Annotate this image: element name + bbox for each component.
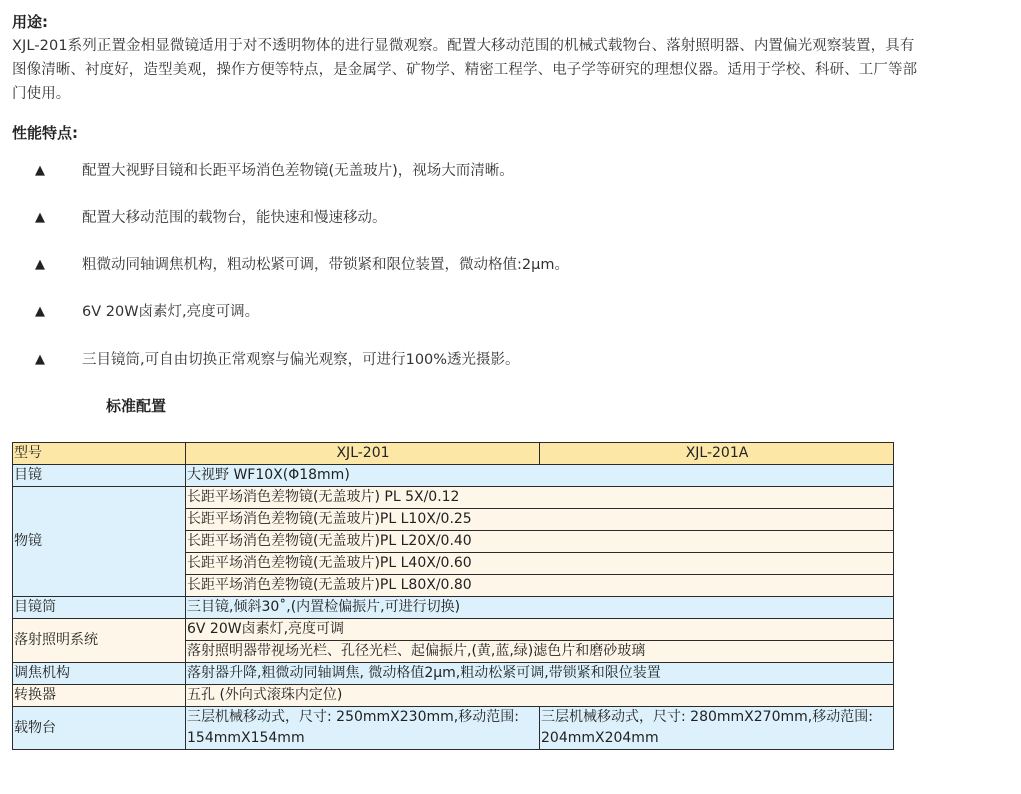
- usage-line-3: 门使用。: [12, 86, 71, 102]
- eyepiece-value: 大视野 WF10X(Φ18mm): [186, 465, 894, 487]
- row-label-stage: 载物台: [13, 707, 186, 750]
- feature-text: 配置大视野目镜和长距平场消色差物镜(无盖玻片)，视场大而清晰。: [82, 163, 514, 179]
- stage-value-a: 三层机械移动式，尺寸: 250mmX230mm,移动范围: 154mmX154mm: [186, 707, 540, 750]
- objective-value: 长距平场消色差物镜(无盖玻片) PL 5X/0.12: [186, 487, 894, 509]
- objective-value: 长距平场消色差物镜(无盖玻片)PL L10X/0.25: [186, 509, 894, 531]
- triangle-bullet-icon: ▲: [35, 352, 45, 367]
- header-model-b-cell: XJL-201A: [540, 443, 894, 465]
- table-row-objective: [13, 487, 894, 509]
- tube-value: 三目镜,倾斜30˚,(内置检偏振片,可进行切换): [186, 597, 894, 619]
- triangle-bullet-icon: ▲: [35, 304, 45, 319]
- usage-paragraph: [12, 34, 997, 106]
- feature-text: 粗微动同轴调焦机构，粗动松紧可调，带锁紧和限位装置，微动格值:2μm。: [82, 257, 569, 273]
- row-label-converter: 转换器: [13, 685, 186, 707]
- table-row-stage: [13, 707, 894, 750]
- objective-value: 长距平场消色差物镜(无盖玻片)PL L80X/0.80: [186, 575, 894, 597]
- illumination-value: 6V 20W卤素灯,亮度可调: [186, 619, 894, 641]
- converter-value: 五孔 (外向式滚珠内定位): [186, 685, 894, 707]
- triangle-bullet-icon: ▲: [35, 163, 45, 178]
- spec-table: [12, 442, 894, 750]
- objective-value: 长距平场消色差物镜(无盖玻片)PL L40X/0.60: [186, 553, 894, 575]
- table-row-focus: [13, 663, 894, 685]
- usage-heading: 用途:: [12, 13, 48, 31]
- usage-line-1: XJL-201系列正置金相显微镜适用于对不透明物体的进行显微观察。配置大移动范围的机械式载物台、落射照明器、内置偏光观察装置，具有: [12, 38, 915, 54]
- usage-line-2: 图像清晰、衬度好，造型美观，操作方便等特点，是金属学、矿物学、精密工程学、电子学等研究的理想仪器。适用于学校、科研、工厂等部: [12, 62, 918, 78]
- triangle-bullet-icon: ▲: [35, 257, 45, 272]
- focus-value: 落射器升降,粗微动同轴调焦, 微动格值2μm,粗动松紧可调,带锁紧和限位装置: [186, 663, 894, 685]
- stage-value-b: 三层机械移动式，尺寸: 280mmX270mm,移动范围: 204mmX204mm: [540, 707, 894, 750]
- header-label-cell: 型号: [13, 443, 186, 465]
- row-label-tube: 目镜筒: [13, 597, 186, 619]
- row-label-focus: 调焦机构: [13, 663, 186, 685]
- table-header-row: [13, 443, 894, 465]
- illumination-value: 落射照明器带视场光栏、孔径光栏、起偏振片,(黄,蓝,绿)滤色片和磨砂玻璃: [186, 641, 894, 663]
- table-row-illumination: [13, 619, 894, 641]
- standard-config-title: 标准配置: [106, 397, 167, 415]
- table-row-eyepiece: [13, 465, 894, 487]
- feature-text: 配置大移动范围的载物台，能快速和慢速移动。: [82, 210, 387, 226]
- header-model-a-cell: XJL-201: [186, 443, 540, 465]
- row-label-eyepiece: 目镜: [13, 465, 186, 487]
- objective-value: 长距平场消色差物镜(无盖玻片)PL L20X/0.40: [186, 531, 894, 553]
- triangle-bullet-icon: ▲: [35, 210, 45, 225]
- table-row-converter: [13, 685, 894, 707]
- row-label-objective: 物镜: [13, 487, 186, 597]
- feature-text: 三目镜筒,可自由切换正常观察与偏光观察，可进行100%透光摄影。: [82, 352, 520, 368]
- row-label-illumination: 落射照明系统: [13, 619, 186, 663]
- feature-text: 6V 20W卤素灯,亮度可调。: [82, 304, 260, 320]
- features-heading: 性能特点:: [12, 124, 78, 142]
- table-row-tube: [13, 597, 894, 619]
